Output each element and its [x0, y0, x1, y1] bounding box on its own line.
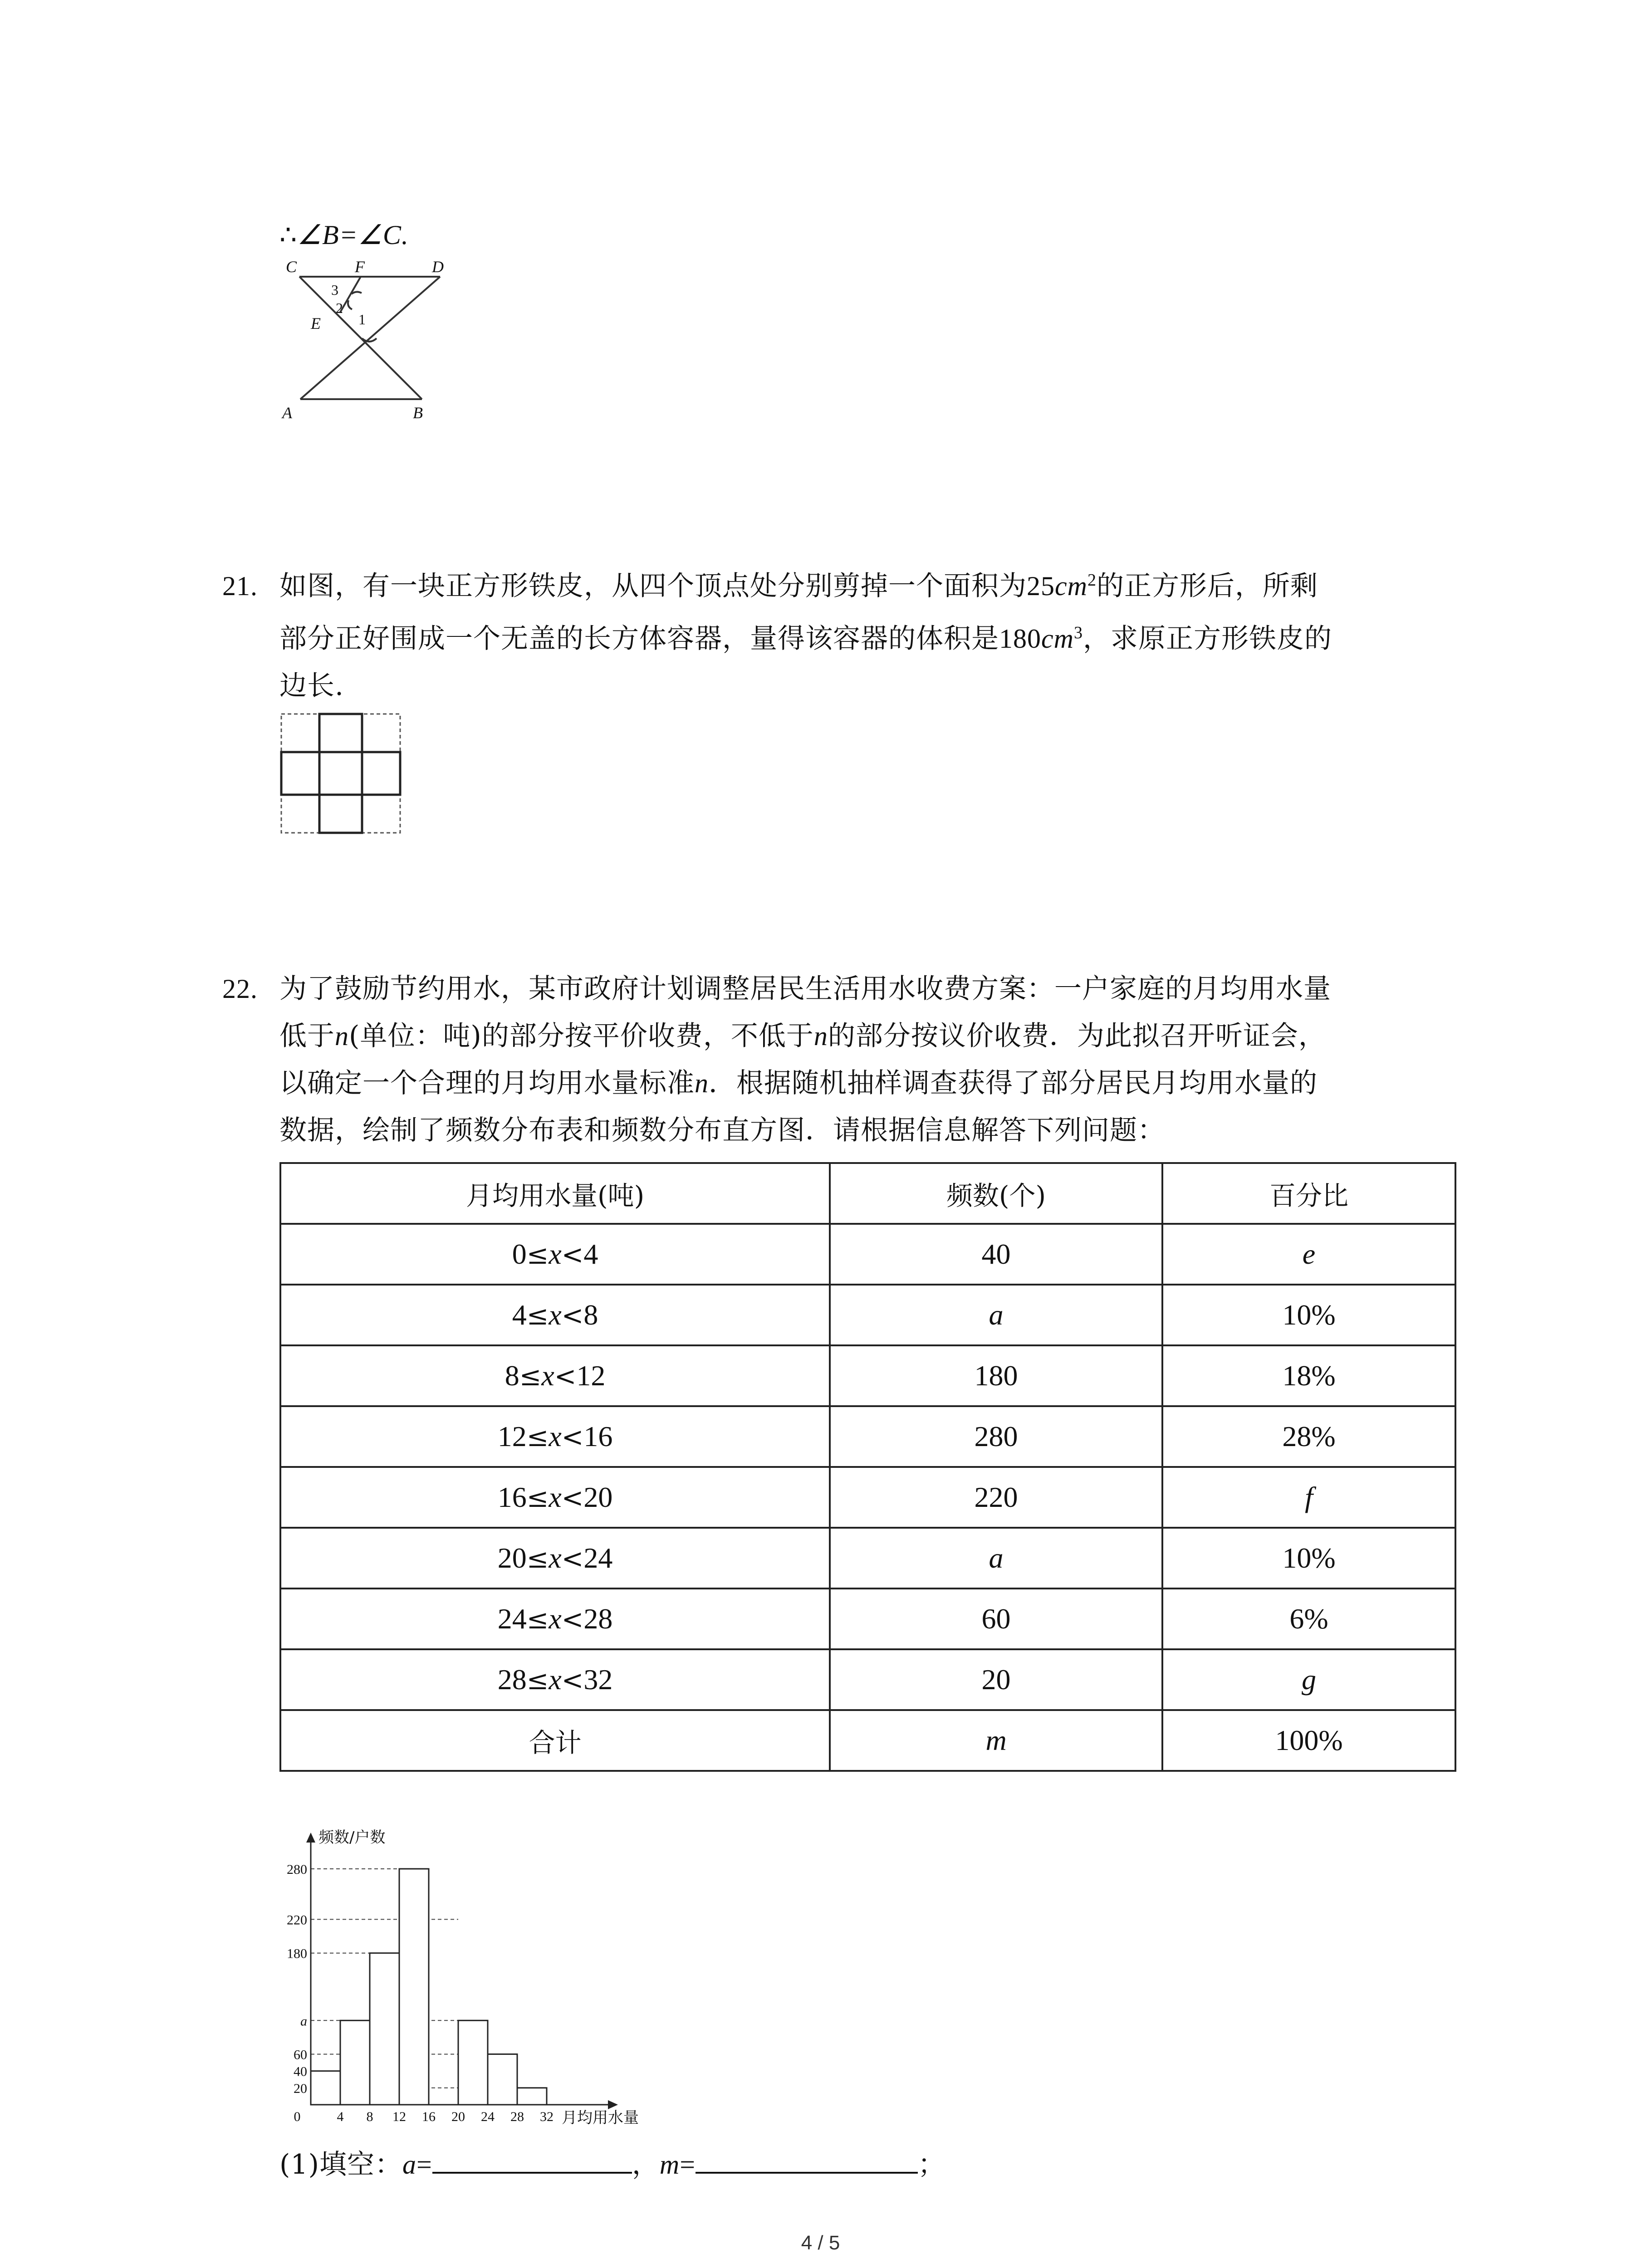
- frequency-cell: [830, 1224, 1162, 1285]
- histogram-bar: [517, 2088, 547, 2105]
- fill-equals: =: [680, 2150, 696, 2180]
- table-row: [280, 1649, 1455, 1710]
- fill-in-question: [279, 2140, 945, 2188]
- relation-lt: <: [561, 1543, 584, 1574]
- x-axis-title: 月均用水量: [562, 2109, 639, 2127]
- percent-value: f: [1305, 1481, 1313, 1513]
- table-row: [280, 1224, 1455, 1285]
- x-tick-label: 24: [481, 2109, 495, 2124]
- q21-volume-exponent: 3: [1073, 623, 1083, 642]
- range-variable: x: [549, 1238, 562, 1270]
- table-row: [280, 1528, 1455, 1589]
- frequency-cell: [830, 1467, 1162, 1528]
- percent-cell: [1162, 1589, 1455, 1649]
- frequency-value: a: [989, 1542, 1004, 1574]
- range-low: 8: [505, 1359, 519, 1392]
- percent-cell: [1162, 1224, 1455, 1285]
- q21-line2: [279, 615, 1332, 662]
- range-high: 16: [583, 1420, 613, 1452]
- percent-value: 18%: [1282, 1359, 1336, 1392]
- relation-lt: <: [561, 1239, 584, 1270]
- q21-text: 部分正好围成一个无盖的长方体容器，量得该容器的体积是: [279, 623, 999, 655]
- relation-le: ≤: [526, 1665, 549, 1696]
- range-high: 20: [583, 1481, 613, 1513]
- frequency-cell: [830, 1285, 1162, 1345]
- table-row: [280, 1467, 1455, 1528]
- q22-text: 的部分按议价收费．为此拟召开听证会，: [828, 1020, 1326, 1052]
- q22-var-n: n: [813, 1021, 828, 1051]
- percent-cell: [1162, 1345, 1455, 1406]
- q21-number: 21.: [222, 571, 258, 601]
- x-tick-label: 4: [337, 2109, 344, 2124]
- relation-le: ≤: [526, 1300, 549, 1331]
- fill-separator: ，: [632, 2149, 660, 2180]
- q21-area-unit: cm: [1055, 571, 1087, 601]
- q21-volume-value: 180: [999, 624, 1041, 654]
- label-D: D: [432, 258, 444, 276]
- x-tick-label: 20: [451, 2109, 465, 2124]
- relation-le: ≤: [526, 1422, 549, 1452]
- table-header: 频数(个): [830, 1163, 1162, 1224]
- range-low: 28: [497, 1663, 527, 1696]
- histogram-bar: [458, 2020, 488, 2105]
- range-variable: x: [549, 1603, 562, 1635]
- q21-area-exponent: 2: [1087, 571, 1097, 590]
- range-high: 28: [583, 1603, 613, 1635]
- total-label: 合计: [529, 1727, 582, 1758]
- percent-cell: [1162, 1528, 1455, 1589]
- range-cell: [280, 1345, 830, 1406]
- label-F: F: [355, 258, 365, 276]
- range-low: 4: [512, 1299, 527, 1331]
- relation-lt: <: [554, 1361, 577, 1392]
- q22-text: ．根据随机抽样调查获得了部分居民月均用水量的: [709, 1067, 1318, 1099]
- q22-text: 低于: [279, 1020, 335, 1052]
- page-number: 4 / 5: [801, 2232, 840, 2254]
- x-tick-label: 28: [510, 2109, 524, 2124]
- fill-equals: =: [416, 2150, 432, 2180]
- frequency-value: 40: [981, 1238, 1011, 1270]
- x-axis-arrow: [608, 2100, 618, 2109]
- q21-text: 的正方形后，所剩: [1096, 570, 1318, 602]
- label-C: C: [286, 258, 297, 276]
- range-cell: [280, 1467, 830, 1528]
- q22-line3: [279, 1060, 1318, 1107]
- frequency-cell: [830, 1589, 1162, 1649]
- x-tick-label: 16: [422, 2109, 436, 2124]
- frequency-cell: [830, 1406, 1162, 1467]
- percent-value: 28%: [1282, 1420, 1336, 1452]
- angle-label-2: 2: [336, 300, 343, 316]
- range-variable: x: [549, 1663, 562, 1696]
- q22-line1: 为了鼓励节约用水，某市政府计划调整居民生活用水收费方案：一户家庭的月均用水量: [279, 973, 1331, 1005]
- histogram-bar: [370, 1953, 399, 2105]
- proof-expression: ∠B=∠C.: [297, 220, 409, 250]
- range-cell: [280, 1224, 830, 1285]
- range-variable: x: [549, 1299, 562, 1331]
- q21-line3: 边长.: [279, 670, 344, 702]
- x-tick-label: 8: [366, 2109, 373, 2124]
- answer-blank-a[interactable]: [432, 2140, 632, 2174]
- frequency-value: 280: [974, 1420, 1018, 1452]
- y-tick-label: a: [300, 2014, 307, 2029]
- q21-volume-unit: cm: [1041, 624, 1074, 654]
- table-header: 百分比: [1162, 1163, 1455, 1224]
- q21-text: 如图，有一块正方形铁皮，从四个顶点处分别剪掉一个面积为: [279, 570, 1027, 602]
- range-low: 12: [497, 1420, 527, 1452]
- label-B: B: [413, 404, 423, 422]
- fill-end: ；: [918, 2149, 946, 2180]
- relation-lt: <: [561, 1482, 584, 1513]
- range-high: 24: [583, 1542, 613, 1574]
- frequency-table: [279, 1162, 1456, 1772]
- percent-cell: [1162, 1467, 1455, 1528]
- range-variable: x: [549, 1542, 562, 1574]
- range-high: 4: [583, 1238, 598, 1270]
- relation-le: ≤: [519, 1361, 542, 1392]
- relation-lt: <: [561, 1300, 584, 1331]
- range-low: 16: [497, 1481, 527, 1513]
- total-frequency-cell: [830, 1710, 1162, 1771]
- percent-cell: [1162, 1285, 1455, 1345]
- frequency-cell: [830, 1528, 1162, 1589]
- frequency-value: 180: [974, 1359, 1018, 1392]
- range-variable: x: [541, 1359, 554, 1392]
- range-variable: x: [549, 1481, 562, 1513]
- relation-lt: <: [561, 1422, 584, 1452]
- relation-le: ≤: [526, 1239, 549, 1270]
- q21-line1: [279, 562, 1318, 610]
- frequency-value: a: [989, 1299, 1004, 1331]
- angle-label-3: 3: [331, 282, 338, 298]
- table-row: [280, 1406, 1455, 1467]
- total-label-cell: [280, 1710, 830, 1771]
- angle-label-1: 1: [358, 311, 366, 327]
- total-percent-cell: [1162, 1710, 1455, 1771]
- relation-le: ≤: [526, 1482, 549, 1513]
- y-axis-arrow: [306, 1833, 315, 1843]
- square-sheet-figure-q21: [279, 712, 404, 836]
- y-tick-label: 220: [287, 1912, 307, 1928]
- answer-blank-m[interactable]: [696, 2140, 918, 2174]
- fill-var-m: m: [659, 2150, 680, 2180]
- total-percent: 100%: [1275, 1724, 1343, 1756]
- range-cell: [280, 1285, 830, 1345]
- percent-value: g: [1301, 1663, 1316, 1696]
- x-tick-label: 12: [392, 2109, 406, 2124]
- range-low: 0: [512, 1238, 527, 1270]
- q22-var-n: n: [335, 1021, 349, 1051]
- q21-area-value: 25: [1027, 571, 1055, 601]
- table-row: [280, 1345, 1455, 1406]
- histogram-bar: [340, 2020, 370, 2105]
- label-E: E: [311, 314, 321, 332]
- percent-value: 10%: [1282, 1542, 1336, 1574]
- therefore-symbol: ∴: [279, 219, 298, 251]
- q22-number: 22.: [222, 974, 258, 1004]
- x-tick-label: 0: [294, 2109, 301, 2124]
- q21-text: ，求原正方形铁皮的: [1083, 623, 1332, 655]
- table-header: 月均用水量(吨): [280, 1163, 830, 1224]
- fill-var-a: a: [402, 2150, 416, 2180]
- fill-label: (1)填空：: [279, 2149, 402, 2180]
- relation-lt: <: [561, 1604, 584, 1635]
- histogram-bar: [488, 2054, 517, 2105]
- range-cell: [280, 1589, 830, 1649]
- histogram-bar: [399, 1869, 429, 2105]
- range-high: 12: [576, 1359, 606, 1392]
- frequency-cell: [830, 1345, 1162, 1406]
- frequency-histogram: [268, 1828, 721, 2132]
- range-high: 32: [583, 1663, 613, 1696]
- table-total-row: [280, 1710, 1455, 1771]
- range-variable: x: [549, 1420, 562, 1452]
- geometry-figure-q20: [272, 254, 463, 426]
- table-row: [280, 1589, 1455, 1649]
- label-A: A: [282, 404, 292, 422]
- y-tick-label: 280: [287, 1862, 307, 1877]
- relation-lt: <: [561, 1665, 584, 1696]
- q22-line4: 数据，绘制了频数分布表和频数分布直方图．请根据信息解答下列问题：: [279, 1114, 1165, 1146]
- total-frequency: m: [985, 1724, 1007, 1756]
- frequency-value: 220: [974, 1481, 1018, 1513]
- table-header-row: [280, 1163, 1455, 1224]
- histogram-bar: [311, 2071, 340, 2105]
- y-tick-label: 60: [294, 2047, 307, 2063]
- frequency-value: 60: [981, 1603, 1011, 1635]
- frequency-value: 20: [981, 1663, 1011, 1696]
- percent-value: 6%: [1289, 1603, 1328, 1635]
- range-high: 8: [583, 1299, 598, 1331]
- y-axis-title: 频数/户数: [318, 1828, 386, 1847]
- table-row: [280, 1285, 1455, 1345]
- y-tick-label: 180: [287, 1946, 307, 1961]
- proof-conclusion: [279, 211, 409, 259]
- y-tick-label: 40: [294, 2064, 307, 2079]
- range-low: 24: [497, 1603, 527, 1635]
- x-tick-label: 32: [540, 2109, 554, 2124]
- relation-le: ≤: [526, 1604, 549, 1635]
- range-cell: [280, 1649, 830, 1710]
- range-cell: [280, 1406, 830, 1467]
- percent-cell: [1162, 1406, 1455, 1467]
- y-tick-label: 20: [294, 2081, 307, 2096]
- q22-text: (单位：吨)的部分按平价收费，不低于: [349, 1020, 814, 1052]
- range-low: 20: [497, 1542, 527, 1574]
- q22-text: 以确定一个合理的月均用水量标准: [279, 1067, 695, 1099]
- range-cell: [280, 1528, 830, 1589]
- relation-le: ≤: [526, 1543, 549, 1574]
- q22-line2: [279, 1012, 1326, 1060]
- percent-value: e: [1302, 1238, 1316, 1270]
- percent-cell: [1162, 1649, 1455, 1710]
- percent-value: 10%: [1282, 1299, 1336, 1331]
- frequency-cell: [830, 1649, 1162, 1710]
- q22-var-n: n: [695, 1068, 709, 1098]
